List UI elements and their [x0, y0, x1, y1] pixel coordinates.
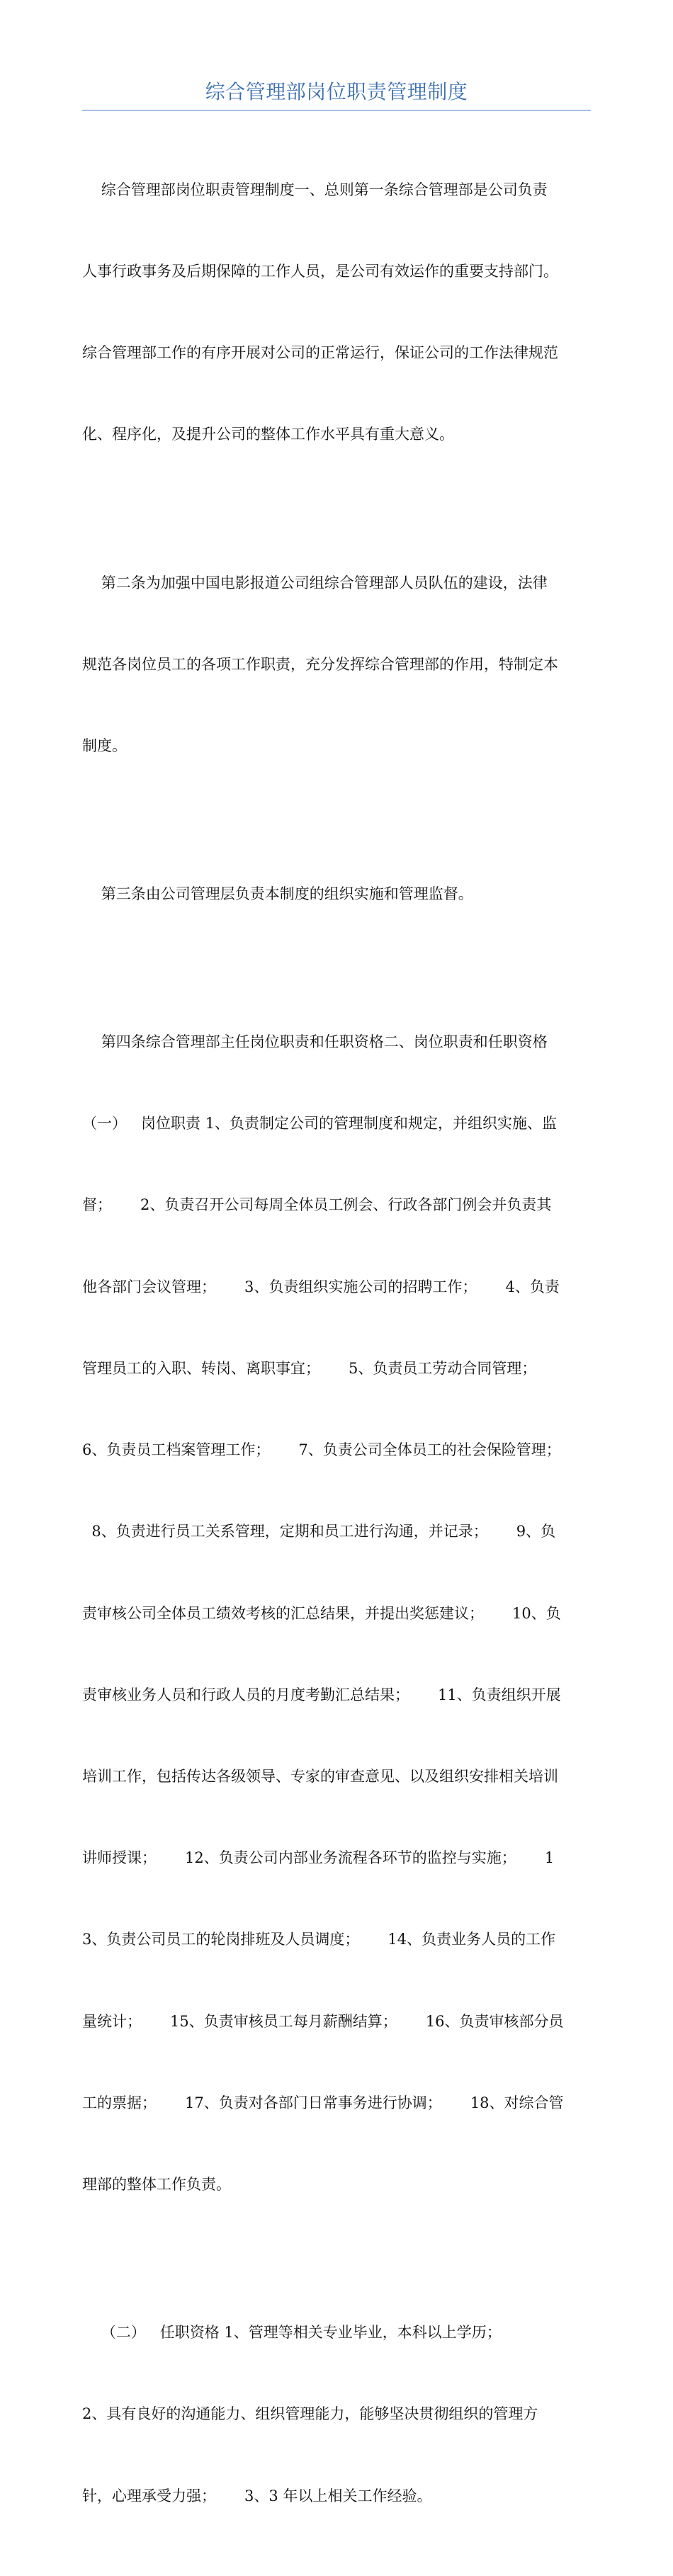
paragraph-article-4-duties: [82, 974, 591, 2252]
text-line: 督； 2、负责召开公司每周全体员工例会、行政各部门例会并负责其: [82, 1196, 552, 1214]
text-line: 第三条由公司管理层负责本制度的组织实施和管理监督。: [82, 885, 473, 902]
text-line: 6、负责员工档案管理工作； 7、负责公司全体员工的社会保险管理；: [82, 1441, 561, 1459]
text-line: 培训工作，包括传达各级领导、专家的审查意见、以及组织安排相关培训: [82, 1767, 558, 1785]
paragraph-qualifications: [82, 2264, 591, 2563]
text-line: 化、程序化，及提升公司的整体工作水平具有重大意义。: [82, 426, 454, 443]
text-line: 3、负责公司员工的轮岗排班及人员调度； 14、负责业务人员的工作: [82, 1931, 556, 1948]
document-title: 综合管理部岗位职责管理制度: [205, 80, 468, 103]
text-line: 责审核公司全体员工绩效考核的汇总结果，并提出奖惩建议； 10、负: [82, 1604, 561, 1622]
text-line: 2、具有良好的沟通能力、组织管理能力，能够坚决贯彻组织的管理方: [82, 2405, 538, 2423]
text-line: 综合管理部岗位职责管理制度一、总则第一条综合管理部是公司负责: [82, 181, 548, 198]
text-line: 8、负责进行员工关系管理，定期和员工进行沟通，并记录； 9、负: [82, 1523, 556, 1541]
paragraph-general-principles: [82, 122, 591, 503]
text-line: （一） 岗位职责 1、负责制定公司的管理制度和规定，并组织实施、监: [82, 1115, 558, 1133]
text-line: 针，心理承受力强； 3、3 年以上相关工作经验。: [82, 2487, 432, 2504]
paragraph-article-3: [82, 826, 591, 962]
text-line: 第四条综合管理部主任岗位职责和任职资格二、岗位职责和任职资格: [82, 1033, 548, 1050]
text-line: 规范各岗位员工的各项工作职责，充分发挥综合管理部的作用，特制定本: [82, 655, 558, 673]
text-line: 管理员工的入职、转岗、离职事宜； 5、负责员工劳动合同管理；: [82, 1359, 537, 1377]
text-line: 人事行政事务及后期保障的工作人员，是公司有效运作的重要支持部门。: [82, 263, 558, 280]
text-line: 量统计； 15、负责审核员工每月薪酬结算； 16、负责审核部分员: [82, 2012, 564, 2030]
paragraph-article-2: [82, 515, 591, 814]
text-line: （二） 任职资格 1、管理等相关专业毕业，本科以上学历；: [82, 2324, 502, 2342]
text-line: 制度。: [82, 737, 127, 754]
text-line: 他各部门会议管理； 3、负责组织实施公司的招聘工作； 4、负责: [82, 1278, 560, 1295]
text-line: 理部的整体工作负责。: [82, 2176, 231, 2194]
text-line: 讲师授课； 12、负责公司内部业务流程各环节的监控与实施； 1: [82, 1849, 555, 1867]
text-line: 第二条为加强中国电影报道公司组综合管理部人员队伍的建设，法律: [82, 574, 548, 591]
text-line: 责审核业务人员和行政人员的月度考勤汇总结果； 11、负责组织开展: [82, 1686, 561, 1703]
text-line: 工的票据； 17、负责对各部门日常事务进行协调； 18、对综合管: [82, 2094, 564, 2111]
text-line: 综合管理部工作的有序开展对公司的正常运行，保证公司的工作法律规范: [82, 344, 558, 362]
document-body: [82, 122, 591, 2576]
